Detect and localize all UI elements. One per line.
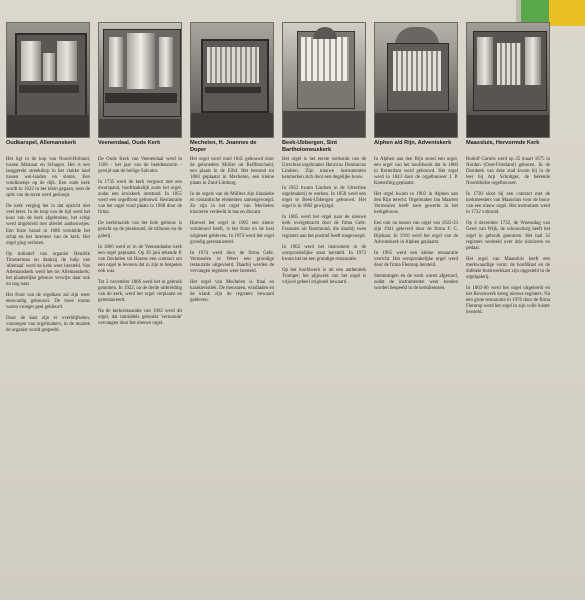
paragraph: In 1866 werd er in de Veenendaalse kerk een orgel geplaatst. Op 26 juni tekende P. van Oeckelen uit Harens een contract om een orgel te leveren dat in zijn te bespelen ook was. [98,244,182,274]
paragraph: De kerk verging het in dat opzicht niet veel beter. In de loop van de tijd werd het koor van de kerk afgebroken, het schip werd uitgebreid met allerlei aanbouwtjes. Een forse brand in 1688 vernielde het schip en het interieur van de kerk. Het orgel ging verloren. [6,204,90,246]
paragraph: In 1965 werd een kleine restauratie verricht. Het oorspronkelijke orgel werd door de firma Flentrop hersteld. [374,250,458,268]
caption-alphen: Alphen a/d Rijn, Adventskerk [374,140,452,146]
paragraph: Het front van de orgelkast zal zijn weer eenvoudig gebouwd. De twee torens waren vroeger geel gekleurd. [6,292,90,311]
column-mechelen [190,22,274,600]
caption-mechelen: Mechelen, H. Joannes de Doper [190,140,257,153]
body-text-mechelen [190,157,274,304]
organ-photo-maassluis [466,22,550,138]
column-beek-ubbergen [282,22,366,600]
column-maassluis [466,22,550,600]
paragraph: In 1852 kwam Lindsen in de Utrechtse orgelmakerij te werken. In 1858 werd een orgel te Beek-Ubbergen gebouwd. Het orgel is in 1882 gewijzigd. [282,186,366,210]
paragraph: De Oude Kerk van Veenendaal werd in 1566 - het jaar van de beeldenstorm - gewijd aan de heilige Salvator. [98,157,182,175]
paragraph: In 1974 werd door de firma Gebr. Vermeulen te Weert een grondige restauratie uitgevoerd. Daarbij werden de vervangen registers weer hersteld. [190,250,274,274]
paragraph: De kerkmuziek van het hele gebouw is gericht op de preekstoel, de tribunes en de galerij. [98,221,182,239]
body-text-oudkarspel [6,157,90,334]
organ-photo-veenendaal [98,22,182,138]
paragraph: In Alphen aan den Rijn stond een orgel, een orgel van het hoofdwerk dat in 1860 in Rotterdam werd gebouwd. Het orgel werd in 1843 door de orgelbouwer J. P. Kamerling geplaatst. [374,157,458,187]
paragraph: Het orgel van Mechelen is fraai en karakteristiek. De mensuren, windladen en de klank zijn de registers bewaard gebleven. [190,279,274,303]
paragraph: Stemmingen en de werk waren afgerond, zodat de instrumenten weer konden worden bespeeld in de kerkdiensten. [374,273,458,291]
caption-oudkarspel: Oudkarspel, Allemanskerk [6,140,77,146]
body-text-alphen [374,157,458,292]
organ-photo-beek-ubbergen [282,22,366,138]
paragraph: Tot 2 november 1866 werd het in gebruik genomen. In 1922, na de derde uitbreiding van de kerk, werd het orgel verplaatst en gerestaureerd. [98,279,182,303]
body-text-beek-ubbergen [282,157,366,286]
paragraph: In 1962 werd het instrument in de oorspronkelijke staat hersteld. In 1973 kwam het tot een grondige restauratie. [282,244,366,262]
paragraph: Hoewel het orgel in 1905 een nieuw vernieuwd heeft, is het front en de kast origineel gebleven. In 1974 werd het orgel grondig gerestaureerd. [190,221,274,245]
organ-photo-oudkarspel [6,22,90,138]
organ-photo-mechelen [190,22,274,138]
column-veenendaal [98,22,182,600]
paragraph: Rudolf Garrels werd op 25 maart 1675 in Norden (Oost-Friesland) geboren. In de Domkerk van deze stad kwam hij in de leer bij Arp Schnitger, de bekende Noordduitse orgelbouwer. [466,157,550,187]
paragraph: Op het hoofdwerk is uit een authentiek Trompet; het pijpwerk van het orgel is vrijwel geheel origineel bewaard. [282,267,366,285]
paragraph: Na de kerkrestauratie van 1962 werd dit orgel, dat inmiddels gebruikt 'vertoonde' vervangen door het nieuwe orgel. [98,308,182,327]
yellow-color-tab [549,0,585,26]
paragraph: Het ligt in de kop van Noord-Holland, tussen Alkmaar en Schagen. Het is een langgerekt streekdorp in het vlakke land tussen wei-landen en sloten. Een windkoetsje op de dijk. Een oude kerk wordt in 1622 in het klein gegaan, toen de spits van de toren werd gesloopt. [6,157,90,199]
paragraph: In 1885 werd het orgel naar de nieuwe kerk overgebracht door de firma Gebr. Franssen uit Roermond, die daarbij twee registers aan het positief heeft toegevoegd. [282,215,366,239]
organ-photo-alphen [374,22,458,138]
body-text-veenendaal [98,157,182,327]
paragraph: Het orgel is het eerste werkstuk van de Utrechtse orgelmaker Henricus Dominicus Lindsen. Zijn nieuwe instrumenten kenmerken zich door een degelijke bouw. [282,157,366,181]
paragraph: Op initiatief van organist Hendrik Timmerman en dankzij de hulp van 'allemaal' werd de kerk weer hersteld. Van Allemanskerk werd het tot Allemanskerk; het plaatselijke gebouw verwijst daar ook nu nog naar. [6,251,90,287]
paragraph: Een ook na tussen van orgel van 1922-23 zijn 1941 geleverd door de firma F. C. Bijshaar. In 1910 werd het orgel van de Adventskerk in Alphen geplaatst. [374,221,458,245]
paragraph: In 1730 sloot hij een contract met de kerkmeesters van Maassluis voor de bouw van een nieuw orgel. Het instrument werd in 1732 voltooid. [466,192,550,216]
paragraph: In 1735 werd de kerk vergroot met een dwarspand, hoofdzakelijk zoals het orgel, zodat een kruiskerk ontstond. In 1855 werd een orgelfront gebouwd. Restauratie van het orgel vond plaats in 1968 door de firma. [98,180,182,216]
caption-maassluis: Maassluis, Hervormde Kerk [466,140,540,146]
paragraph: Op 4 december 1732, de Woensdag van Geert van Wijk, de schouwburg heeft het orgel in gebruik genomen. Het had 32 registers verdeeld over drie klavieren en pedaal. [466,221,550,251]
paragraph: Door de kast zijn er overblijfselen, voorzegen van orgelmakers, in de muziek de organist wordt gespeeld. [6,316,90,334]
body-text-maassluis [466,157,550,316]
paragraph: In de orgels van de Müllers zijn klassieke en romantische elementen samengevoegd. Zo zijn in het orgel van Mechelen klavieren verdeeld in bas en discant. [190,192,274,216]
paragraph: Het orgel van Maassluis heeft een merkwaardige vorm: de hoofdkast en de dubbele borstwerkkast zijn opgesteld in de orgelgalerij. [466,256,550,280]
column-alphen [374,22,458,600]
paragraph: In 1863-66 werd het orgel uitgebreid en het Bovenwerk kreeg nieuwe registers. Na een grote restauratie in 1976 door de firma Flentrop werd het orgel in zijn volle luister hersteld. [466,285,550,316]
caption-veenendaal: Veenendaal, Oude Kerk [98,140,161,146]
paragraph: Het orgel werd rond 1845 gebouwd door de gebroeders Müller uit Reifferscheid, een plaats in de Eifel. Het bestond tot 1860 geplaatst in Mechelen, een kleine plaats in Zuid-Limburg. [190,157,274,187]
paragraph: Het orgel kwam in 1903 in Alphen aan den Rijn terecht. Orgelmaker Jan Maarten Vermeulen heeft toen gewerkt in het kerkgebouw. [374,192,458,216]
column-oudkarspel [6,22,90,600]
caption-beek-ubbergen: Beek-Ubbergen, Sint Bartholomeuskerk [282,140,338,153]
